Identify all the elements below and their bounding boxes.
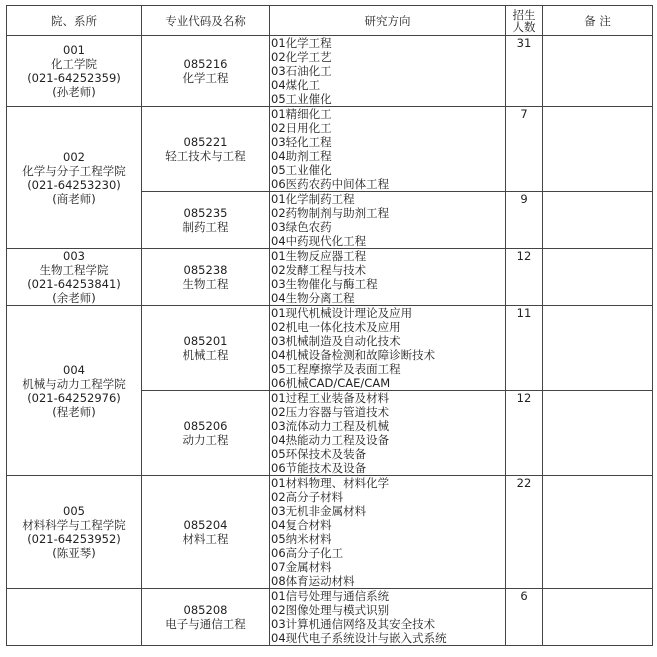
- direction-item: 01现代机械设计理论及应用: [271, 306, 413, 320]
- dept-cell: [7, 249, 142, 306]
- directions-cell: [270, 391, 506, 476]
- direction-item: 02压力容器与管道技术: [271, 405, 390, 419]
- dept-name: 化工学院: [51, 57, 97, 71]
- note-cell: [543, 589, 653, 646]
- direction-item: 03石油化工: [271, 64, 332, 78]
- directions-cell: [270, 589, 506, 646]
- header-major: 专业代码及名称: [142, 6, 270, 36]
- major-name: 动力工程: [182, 433, 229, 447]
- dept-contact: (程老师): [52, 404, 96, 419]
- dept-cell: [7, 476, 142, 589]
- direction-item: 03计算机通信网络及其安全技术: [271, 617, 436, 631]
- quota-cell: 9: [506, 192, 543, 249]
- dept-contact: (余老师): [52, 291, 96, 305]
- direction-item: 03流体动力工程及机械: [271, 419, 390, 433]
- direction-item: 03绿色农药: [271, 220, 332, 234]
- major-cell: [142, 589, 270, 646]
- table-row: [7, 306, 653, 391]
- direction-item: 05工业催化: [271, 92, 332, 106]
- table-row: [7, 249, 653, 306]
- note-cell: [543, 107, 653, 192]
- directions-cell: [270, 476, 506, 589]
- major-code: 085221: [183, 135, 228, 149]
- header-directions: 研究方向: [270, 6, 506, 36]
- dept-name: 化学与分子工程学院: [22, 163, 126, 178]
- direction-item: 05纳米材料: [271, 532, 332, 546]
- direction-item: 04热能动力工程及设备: [271, 433, 390, 447]
- direction-item: 03轻化工程: [271, 135, 332, 149]
- major-name: 电子与通信工程: [165, 617, 246, 631]
- direction-item: 04复合材料: [271, 518, 332, 532]
- catalog-table-wrapper: [6, 5, 653, 646]
- table-body: [7, 36, 653, 646]
- major-code: 085238: [183, 263, 228, 277]
- direction-item: 01材料物理、材料化学: [271, 476, 390, 490]
- table-header-row: [7, 6, 653, 36]
- major-code: 085201: [183, 334, 228, 348]
- direction-item: 03生物催化与酶工程: [271, 277, 378, 291]
- major-name: 材料工程: [182, 532, 229, 546]
- quota-cell: 11: [506, 306, 543, 391]
- direction-item: 01化学工程: [271, 36, 332, 50]
- directions-cell: [270, 107, 506, 192]
- major-cell: [142, 391, 270, 476]
- dept-phone: (021-64253841): [27, 277, 121, 291]
- quota-cell: 31: [506, 36, 543, 107]
- note-cell: [543, 36, 653, 107]
- dept-name: 生物工程学院: [39, 263, 109, 277]
- direction-item: 04生物分离工程: [271, 291, 355, 305]
- directions-cell: [270, 249, 506, 306]
- direction-item: 06机械CAD/CAE/CAM: [271, 376, 391, 390]
- major-cell: [142, 476, 270, 589]
- dept-code: 001: [63, 43, 85, 57]
- note-cell: [543, 391, 653, 476]
- direction-item: 05环保技术及装备: [271, 447, 367, 461]
- direction-item: 02高分子材料: [271, 490, 344, 504]
- note-cell: [543, 192, 653, 249]
- direction-item: 01信号处理与通信系统: [271, 589, 390, 603]
- major-cell: [142, 306, 270, 391]
- quota-cell: 22: [506, 476, 543, 589]
- direction-item: 05工程摩擦学及表面工程: [271, 362, 401, 376]
- major-name: 制药工程: [182, 220, 229, 234]
- direction-item: 02化学工艺: [271, 50, 332, 64]
- direction-item: 06医药农药中间体工程: [271, 177, 390, 191]
- header-dept: 院、系所: [7, 6, 142, 36]
- dept-contact: (陈亚琴): [52, 546, 96, 560]
- direction-item: 04机械设备检测和故障诊断技术: [271, 348, 436, 362]
- direction-item: 06节能技术及设备: [271, 461, 367, 475]
- direction-item: 01精细化工: [271, 107, 332, 121]
- direction-item: 02机电一体化技术及应用: [271, 320, 401, 334]
- dept-phone: (021-64253230): [27, 177, 121, 192]
- directions-cell: [270, 192, 506, 249]
- direction-item: 04中药现代化工程: [271, 234, 367, 248]
- direction-item: 02药物制剂与助剂工程: [271, 206, 390, 220]
- direction-item: 03无机非金属材料: [271, 504, 367, 518]
- header-quota: [506, 6, 543, 36]
- dept-phone: (021-64252976): [27, 390, 121, 405]
- major-name: 生物工程: [182, 277, 229, 291]
- direction-item: 02发酵工程与技术: [271, 263, 367, 277]
- major-code: 085208: [183, 603, 228, 617]
- direction-item: 05工业催化: [271, 163, 332, 177]
- dept-contact: (商老师): [52, 191, 96, 206]
- dept-code: 002: [63, 149, 85, 164]
- table-row: [7, 36, 653, 107]
- dept-contact: (孙老师): [52, 85, 96, 99]
- header-note: 备 注: [543, 6, 653, 36]
- direction-item: 02日用化工: [271, 121, 332, 135]
- directions-cell: [270, 36, 506, 107]
- quota-cell: 6: [506, 589, 543, 646]
- dept-phone: (021-64253952): [27, 532, 121, 546]
- table-row: [7, 589, 653, 646]
- direction-item: 01生物反应器工程: [271, 249, 367, 263]
- dept-phone: (021-64252359): [27, 71, 121, 85]
- dept-code: 005: [63, 504, 85, 518]
- dept-cell: [7, 107, 142, 249]
- table-row: [7, 107, 653, 192]
- dept-cell: [7, 306, 142, 476]
- direction-item: 04现代电子系统设计与嵌入式系统: [271, 631, 447, 645]
- dept-code: 004: [63, 362, 85, 377]
- major-name: 轻工技术与工程: [165, 149, 246, 163]
- direction-item: 04助剂工程: [271, 149, 332, 163]
- quota-cell: 12: [506, 249, 543, 306]
- dept-name: 材料科学与工程学院: [22, 518, 126, 532]
- header-quota-line1: 招生: [512, 7, 536, 22]
- direction-item: 04煤化工: [271, 78, 321, 92]
- dept-code: 003: [63, 249, 85, 263]
- dept-cell: [7, 36, 142, 107]
- direction-item: 03机械制造及自动化技术: [271, 334, 401, 348]
- major-cell: [142, 36, 270, 107]
- quota-cell: 7: [506, 107, 543, 192]
- major-name: 机械工程: [182, 348, 229, 362]
- enrollment-catalog-table: [6, 5, 653, 646]
- direction-item: 02图像处理与模式识别: [271, 603, 390, 617]
- direction-item: 07金属材料: [271, 560, 332, 574]
- major-code: 085235: [183, 206, 228, 220]
- major-code: 085206: [183, 419, 228, 433]
- table-row: [7, 476, 653, 589]
- dept-name: 机械与动力工程学院: [22, 376, 126, 391]
- note-cell: [543, 306, 653, 391]
- major-cell: [142, 107, 270, 192]
- header-quota-line2: 人数: [512, 19, 536, 34]
- major-name: 化学工程: [182, 71, 229, 85]
- major-code: 085216: [183, 57, 228, 71]
- major-cell: [142, 249, 270, 306]
- directions-cell: [270, 306, 506, 391]
- major-code: 085204: [183, 518, 228, 532]
- dept-cell: [7, 589, 142, 646]
- note-cell: [543, 476, 653, 589]
- direction-item: 01过程工业装备及材料: [271, 391, 390, 405]
- note-cell: [543, 249, 653, 306]
- direction-item: 01化学制药工程: [271, 192, 355, 206]
- direction-item: 08体育运动材料: [271, 574, 355, 588]
- direction-item: 06高分子化工: [271, 546, 344, 560]
- quota-cell: 12: [506, 391, 543, 476]
- major-cell: [142, 192, 270, 249]
